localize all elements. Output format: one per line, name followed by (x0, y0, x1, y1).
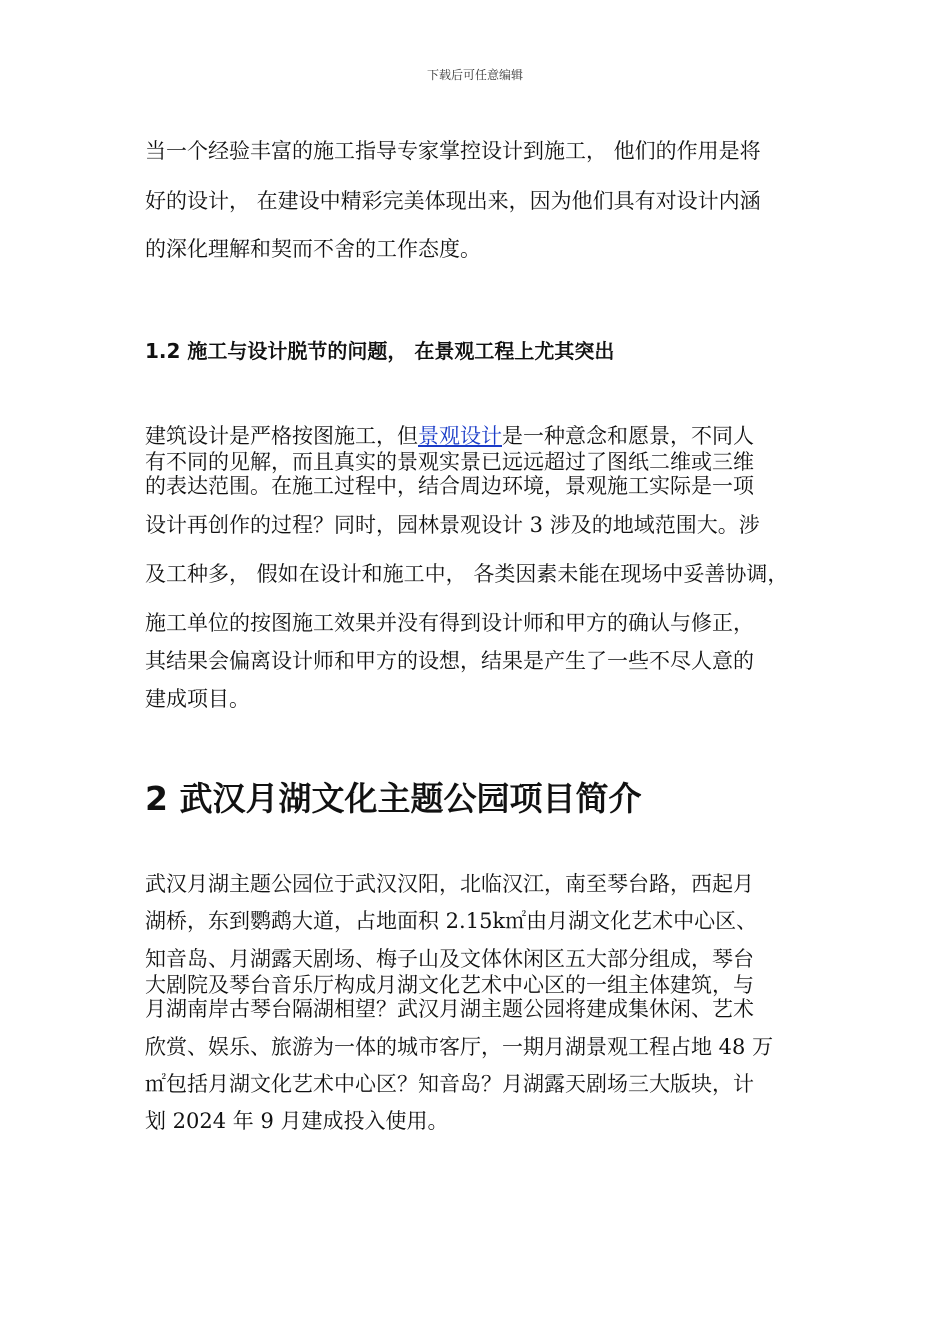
page-header-note: 下载后可任意编辑 (426, 68, 523, 82)
para2-line-5: 及工种多， 假如在设计和施工中， 各类因素未能在现场中妥善协调， (145, 562, 789, 586)
para3-line-8: 划 2024 年 9 月建成投入使用。 (145, 1109, 449, 1133)
para2-line-1 (145, 423, 754, 449)
para3-line-3: 知音岛、月湖露天剧场、梅子山及文体休闲区五大部分组成，琴台 (145, 947, 754, 971)
para2-line-6: 施工单位的按图施工效果并没有得到设计师和甲方的确认与修正， (145, 611, 754, 635)
para2-line-1-start: 建筑设计是严格按图施工，但 (145, 424, 418, 448)
para3-line-5: 月湖南岸古琴台隔湖相望？武汉月湖主题公园将建成集休闲、艺术 (145, 997, 754, 1021)
para2-line-8: 建成项目。 (145, 687, 250, 711)
para1-line-3: 的深化理解和契而不舍的工作态度。 (145, 237, 481, 261)
para3-line-6: 欣赏、娱乐、旅游为一体的城市客厅，一期月湖景观工程占地 48 万 (145, 1035, 774, 1059)
para2-line-7: 其结果会偏离设计师和甲方的设想，结果是产生了一些不尽人意的 (145, 649, 754, 673)
para2-line-1-end: 是一种意念和愿景，不同人 (502, 424, 754, 448)
landscape-design-link[interactable]: 景观设计 (418, 424, 502, 448)
section-heading-1-2: 1.2 施工与设计脱节的问题， 在景观工程上尤其突出 (145, 339, 615, 363)
section-heading-2: 2 武汉月湖文化主题公园项目简介 (145, 779, 642, 818)
para3-line-7: ㎡包括月湖文化艺术中心区？知音岛？月湖露天剧场三大版块，计 (145, 1072, 754, 1096)
para3-line-2: 湖桥，东到鹦鹉大道，占地面积 2.15k㎡由月湖文化艺术中心区、 (145, 909, 758, 933)
para1-line-1: 当一个经验丰富的施工指导专家掌控设计到施工， 他们的作用是将 (145, 139, 761, 163)
para1-line-2: 好的设计， 在建设中精彩完美体现出来，因为他们具有对设计内涵 (145, 189, 761, 213)
para2-line-3: 的表达范围。在施工过程中，结合周边环境，景观施工实际是一项 (145, 474, 754, 498)
para2-line-2: 有不同的见解，而且真实的景观实景已远远超过了图纸二维或三维 (145, 450, 754, 474)
para3-line-4: 大剧院及琴台音乐厅构成月湖文化艺术中心区的一组主体建筑，与 (145, 973, 754, 997)
para3-line-1: 武汉月湖主题公园位于武汉汉阳，北临汉江，南至琴台路，西起月 (145, 872, 754, 896)
para2-line-4: 设计再创作的过程？同时，园林景观设计 3 涉及的地域范围大。涉 (145, 513, 760, 537)
